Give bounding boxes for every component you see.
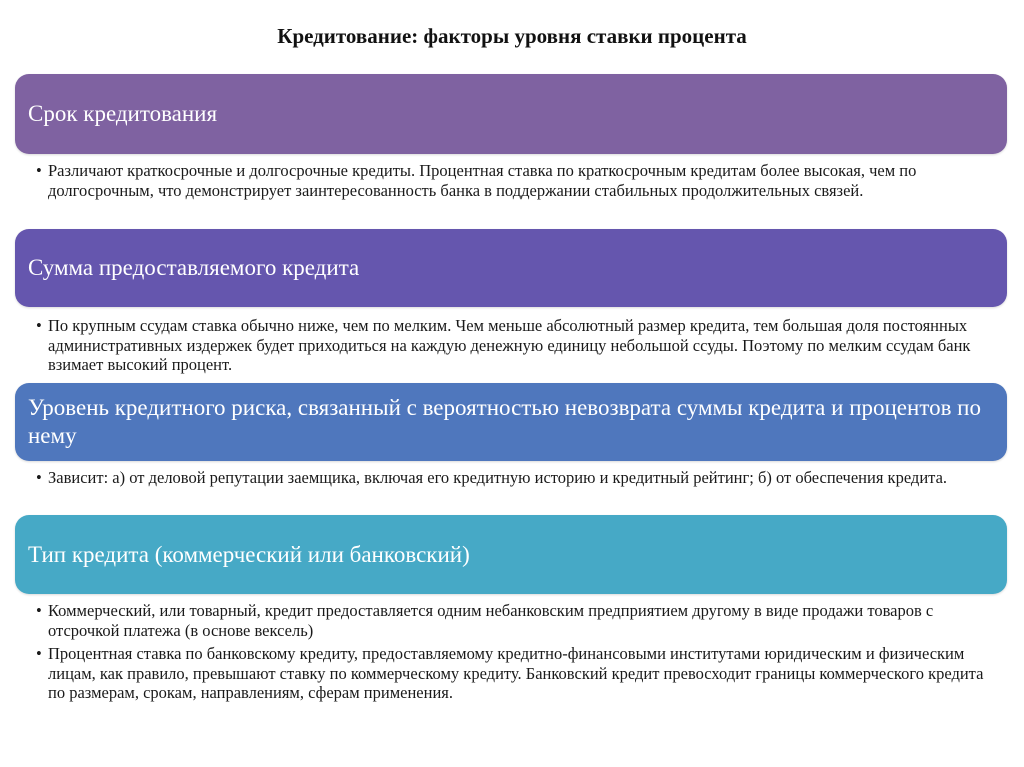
list-item-text: Коммерческий, или товарный, кредит предоставляется одним небанковским предприятием другому в виде продажи товаров с отсрочкой платежа (в основе вексель) — [48, 601, 934, 640]
list-item-text: По крупным ссудам ставка обычно ниже, чем по мелким. Чем меньше абсолютный размер кредита, тем большая доля постоянных административных издержек будет приходиться на каждую денежную единицу небольшой ссуды. Поэтому по мелким ссудам банк взимает высокий процент. — [48, 316, 971, 374]
bullet-marker: • — [36, 161, 42, 180]
list-item — [36, 161, 996, 200]
factor-description-type — [36, 601, 996, 703]
factor-heading-label: Тип кредита (коммерческий или банковский) — [28, 541, 470, 567]
factor-heading-risk — [15, 383, 1007, 461]
factor-heading-amount — [15, 229, 1007, 307]
list-item-text: Зависит: а) от деловой репутации заемщика, включая его кредитную историю и кредитный рейтинг; б) от обеспечения кредита. — [48, 468, 948, 487]
factor-heading-term — [15, 74, 1007, 154]
list-item — [36, 468, 996, 488]
list-item — [36, 644, 996, 703]
factor-description-term — [36, 161, 996, 200]
bullet-marker: • — [36, 644, 42, 663]
factor-description-risk — [36, 468, 996, 488]
list-item — [36, 316, 996, 375]
bullet-marker: • — [36, 601, 42, 620]
bullet-marker: • — [36, 316, 42, 335]
factor-description-amount — [36, 316, 996, 375]
list-item — [36, 601, 996, 640]
list-item-text: Процентная ставка по банковскому кредиту, предоставляемому кредитно-финансовыми институтами юридическим и физическим лицам, как правило, превышают ставку по коммерческому кредиту. Банковский кредит превосходит границы коммерческого кредита по размерам, срокам, направлениям, сферам применения. — [48, 644, 984, 702]
factor-heading-label: Сумма предоставляемого кредита — [28, 255, 360, 280]
list-item-text: Различают краткосрочные и долгосрочные кредиты. Процентная ставка по краткосрочным кредитам более высокая, чем по долгосрочным, что демонстрирует заинтересованность банка в поддержании стабильных продолжительных связей. — [48, 161, 917, 200]
slide-title: Кредитование: факторы уровня ставки процента — [277, 24, 747, 48]
factor-heading-label: Уровень кредитного риска, связанный с вероятностью невозврата суммы кредита и процентов по нему — [28, 395, 981, 448]
factor-heading-label: Срок кредитования — [28, 101, 218, 126]
bullet-marker: • — [36, 468, 42, 487]
factor-heading-type — [15, 515, 1007, 594]
